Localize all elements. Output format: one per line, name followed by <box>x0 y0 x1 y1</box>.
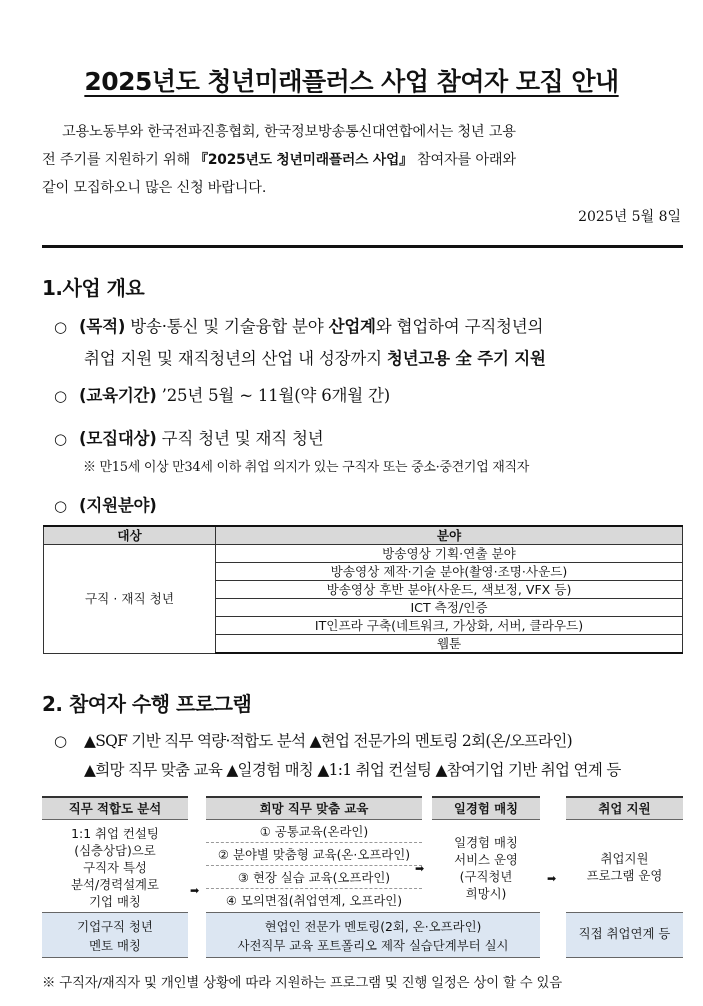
footnote: ※ 구직자/재직자 및 개인별 상황에 따라 지원하는 프로그램 및 진행 일정은 상이 할 수 있음 <box>42 976 563 991</box>
training-item: ① 공통교육(온라인) <box>206 820 422 843</box>
section-1-heading: 1.사업 개요 <box>42 276 145 300</box>
fields-table <box>43 525 683 654</box>
purpose-line-2-bold: 청년고용 全 주기 지원 <box>386 349 546 368</box>
stage-1-title: 직무 적합도 분석 <box>42 796 188 820</box>
intro-line-3: 같이 모집하오니 많은 신청 바랍니다. <box>42 180 267 196</box>
stage-1-bottom-line: 기업구직 청년 <box>77 919 153 934</box>
page-title: 2025년도 청년미래플러스 사업 참여자 모집 안내 <box>84 67 619 96</box>
fields-target-cell: 구직 · 재직 청년 <box>44 545 216 654</box>
bullet-icon: ○ <box>54 318 67 336</box>
stage-3-line: 희망시) <box>465 886 507 901</box>
purpose-text-1: 방송·통신 및 기술융합 분야 <box>125 317 329 336</box>
fields-row: ICT 측정/인증 <box>216 599 683 617</box>
purpose-text-2: 와 협업하여 구직청년의 <box>375 317 544 336</box>
training-item: ③ 현장 실습 교육(오프라인) <box>206 866 422 889</box>
stage-3-line: 서비스 운영 <box>454 852 518 867</box>
flow-stage-employment <box>566 796 683 958</box>
stage-2-bottom-line: 사전직무 교육 포트폴리오 제작 실습단계부터 실시 <box>237 938 509 953</box>
intro-line-2-post: 참여자를 아래와 <box>412 152 516 168</box>
fields-row: IT인프라 구축(네트워크, 가상화, 서버, 클라우드) <box>216 617 683 635</box>
intro-paragraph <box>42 118 686 202</box>
period-item <box>54 380 684 412</box>
stage-1-line: (심층상담)으로 <box>74 843 156 858</box>
stage-3-title: 일경험 매칭 <box>432 796 540 820</box>
stage-1-line: 분석/경력설계로 <box>71 877 159 892</box>
stage-1-line: 구직자 특성 <box>83 860 147 875</box>
stage-4-line: 취업지원 <box>600 851 649 866</box>
training-item: ④ 모의면접(취업연계, 오프라인) <box>225 893 403 908</box>
period-label: (교육기간) <box>79 386 157 405</box>
flow-stage-analysis <box>42 796 188 958</box>
stage-3-line: 일경험 매칭 <box>454 835 518 850</box>
fields-label: (지원분야) <box>79 496 157 515</box>
intro-program-name: 『2025년도 청년미래플러스 사업』 <box>194 152 413 168</box>
target-label: (모집대상) <box>79 429 157 448</box>
fields-header-field: 분야 <box>216 526 683 545</box>
purpose-label: (목적) <box>79 317 126 336</box>
purpose-item <box>54 311 684 374</box>
divider <box>42 245 683 248</box>
bullet-icon: ○ <box>54 430 67 448</box>
program-item <box>54 727 688 785</box>
section-2-heading: 2. 참여자 수행 프로그램 <box>42 692 252 716</box>
fields-row: 방송영상 제작·기술 분야(촬영·조명·사운드) <box>216 563 683 581</box>
stage-2-title: 희망 직무 맞춤 교육 <box>206 796 422 820</box>
flow-stage-work-experience <box>432 796 540 912</box>
fields-row: 웹툰 <box>216 635 683 654</box>
intro-line-2-pre: 전 주기를 지원하기 위해 <box>42 152 195 168</box>
stage-4-bottom: 직접 취업연계 등 <box>566 912 683 958</box>
bullet-icon: ○ <box>54 732 67 750</box>
bullet-icon: ○ <box>54 497 67 515</box>
target-note: ※ 만15세 이상 만34세 이하 취업 의지가 있는 구직자 또는 중소·중견기업 재직자 <box>83 460 530 475</box>
fields-item <box>54 490 684 522</box>
stage-4-title: 취업 지원 <box>566 796 683 820</box>
arrow-icon: ➡ <box>415 862 425 875</box>
stage-1-bottom-line: 멘토 매칭 <box>89 938 141 953</box>
target-item <box>54 423 684 455</box>
program-line-2: ▲희망 직무 맞춤 교육 ▲일경험 매칭 ▲1:1 취업 컨설팅 ▲참여기업 기반 취업 연계 등 <box>84 761 621 779</box>
fields-header-target: 대상 <box>44 526 216 545</box>
arrow-icon: ➡ <box>190 884 200 897</box>
stage-2-bottom-line: 현업인 전문가 멘토링(2회, 온·오프라인) <box>264 919 482 934</box>
purpose-bold-1: 산업계 <box>328 317 376 336</box>
bullet-icon: ○ <box>54 387 67 405</box>
stage-4-line: 프로그램 운영 <box>586 868 663 883</box>
training-item: ② 분야별 맞춤형 교육(온·오프라인) <box>206 843 422 866</box>
stage-1-line: 1:1 취업 컨설팅 <box>71 826 159 841</box>
period-text: ’25년 5월 ~ 11월(약 6개월 간) <box>156 386 391 405</box>
stage-3-line: (구직청년 <box>459 869 513 884</box>
intro-line-1: 고용노동부와 한국전파진흥협회, 한국정보방송통신대연합에서는 청년 고용 <box>62 124 516 140</box>
purpose-line-2: 취업 지원 및 재직청년의 산업 내 성장까지 <box>84 349 387 368</box>
target-text: 구직 청년 및 재직 청년 <box>156 429 324 448</box>
arrow-icon: ➡ <box>547 872 557 885</box>
notice-date: 2025년 5월 8일 <box>578 209 681 225</box>
program-line-1: ▲SQF 기반 직무 역량·적합도 분석 ▲현업 전문가의 멘토링 2회(온/오프라인) <box>84 732 572 750</box>
fields-row: 방송영상 기획·연출 분야 <box>216 545 683 563</box>
stage-1-line: 기업 매칭 <box>89 894 141 909</box>
fields-row: 방송영상 후반 분야(사운드, 색보정, VFX 등) <box>216 581 683 599</box>
